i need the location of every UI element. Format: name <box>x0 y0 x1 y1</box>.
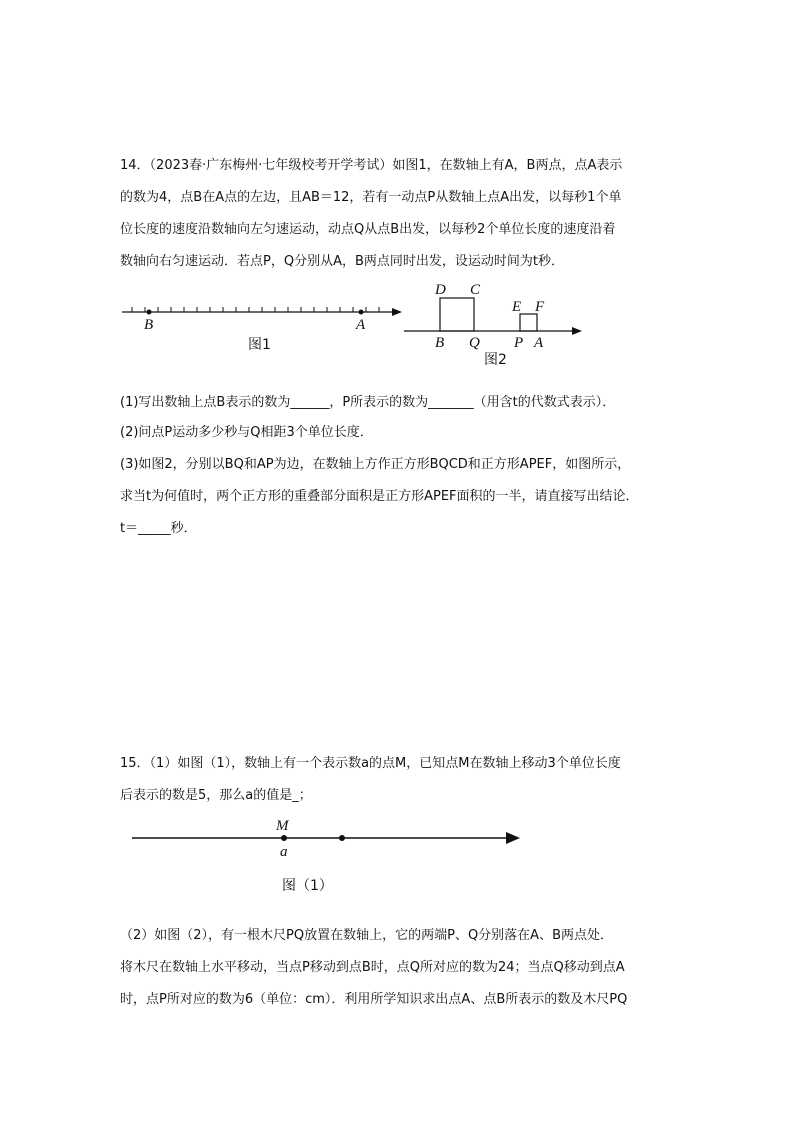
q14-sub-3: (3)如图2，分别以BQ和AP为边，在数轴上方作正方形BQCD和正方形APEF，如图所示， <box>120 457 631 472</box>
fig2-caption: 图2 <box>484 352 507 368</box>
label-A2: A <box>534 335 544 351</box>
label-E: E <box>512 299 522 315</box>
second-point <box>339 835 345 841</box>
label-A: A <box>356 317 366 333</box>
q14-line-1: 14．（2023春·广东梅州·七年级校考开学考试）如图1，在数轴上有A，B两点，点A表示 <box>120 158 623 173</box>
square-APEF <box>520 314 537 331</box>
q15-line-1: 15．（1）如图（1），数轴上有一个表示数a的点M，已知点M在数轴上移动3个单位长度 <box>120 756 621 771</box>
label-P: P <box>514 335 524 351</box>
label-B: B <box>144 317 154 333</box>
label-F: F <box>535 299 545 315</box>
q14-line-4: 数轴向右匀速运动．若点P，Q分别从A，B两点同时出发，设运动时间为t秒． <box>120 254 564 269</box>
fig-1-caption: 图（1） <box>282 878 333 894</box>
label-B2: B <box>435 335 445 351</box>
label-D: D <box>435 282 446 298</box>
q15-part2-line-2: 将木尺在数轴上水平移动，当点P移动到点B时，点Q所对应的数为24；当点Q移动到点A <box>120 960 625 975</box>
point-B <box>147 310 152 315</box>
q14-figure-2 <box>402 280 590 368</box>
fig1-caption: 图1 <box>248 337 271 353</box>
q15-part2-line-3: 时，点P所对应的数为6（单位：cm）．利用所学知识求出点A、点B所表示的数及木尺PQ <box>120 992 628 1007</box>
q15-part2-line-1: （2）如图（2），有一根木尺PQ放置在数轴上，它的两端P、Q分别落在A、B两点处． <box>120 928 613 943</box>
point-A <box>359 310 364 315</box>
q14-figure-1 <box>118 298 408 360</box>
q14-sub-5: t＝_____秒． <box>120 521 197 536</box>
q14-sub-1: (1)写出数轴上点B表示的数为______，P所表示的数为_______（用含t的代数式表示）． <box>120 395 616 410</box>
label-Q: Q <box>469 335 480 351</box>
q14-sub-2: (2)问点P运动多少秒与Q相距3个单位长度． <box>120 425 373 440</box>
label-C: C <box>470 282 481 298</box>
label-M: M <box>276 818 289 834</box>
square-BQCD <box>440 298 474 331</box>
q15-figure-1 <box>130 812 530 897</box>
q14-line-2: 的数为4，点B在A点的左边，且AB＝12，若有一动点P从数轴上点A出发，以每秒1个单 <box>120 190 622 205</box>
q14-line-3: 位长度的速度沿数轴向左匀速运动，动点Q从点B出发，以每秒2个单位长度的速度沿着 <box>120 222 616 237</box>
q14-sub-4: 求当t为何值时，两个正方形的重叠部分面积是正方形APEF面积的一半，请直接写出结论． <box>120 489 639 504</box>
point-M <box>281 835 287 841</box>
label-a: a <box>280 844 288 860</box>
q15-line-2: 后表示的数是5，那么a的值是_； <box>120 788 312 803</box>
